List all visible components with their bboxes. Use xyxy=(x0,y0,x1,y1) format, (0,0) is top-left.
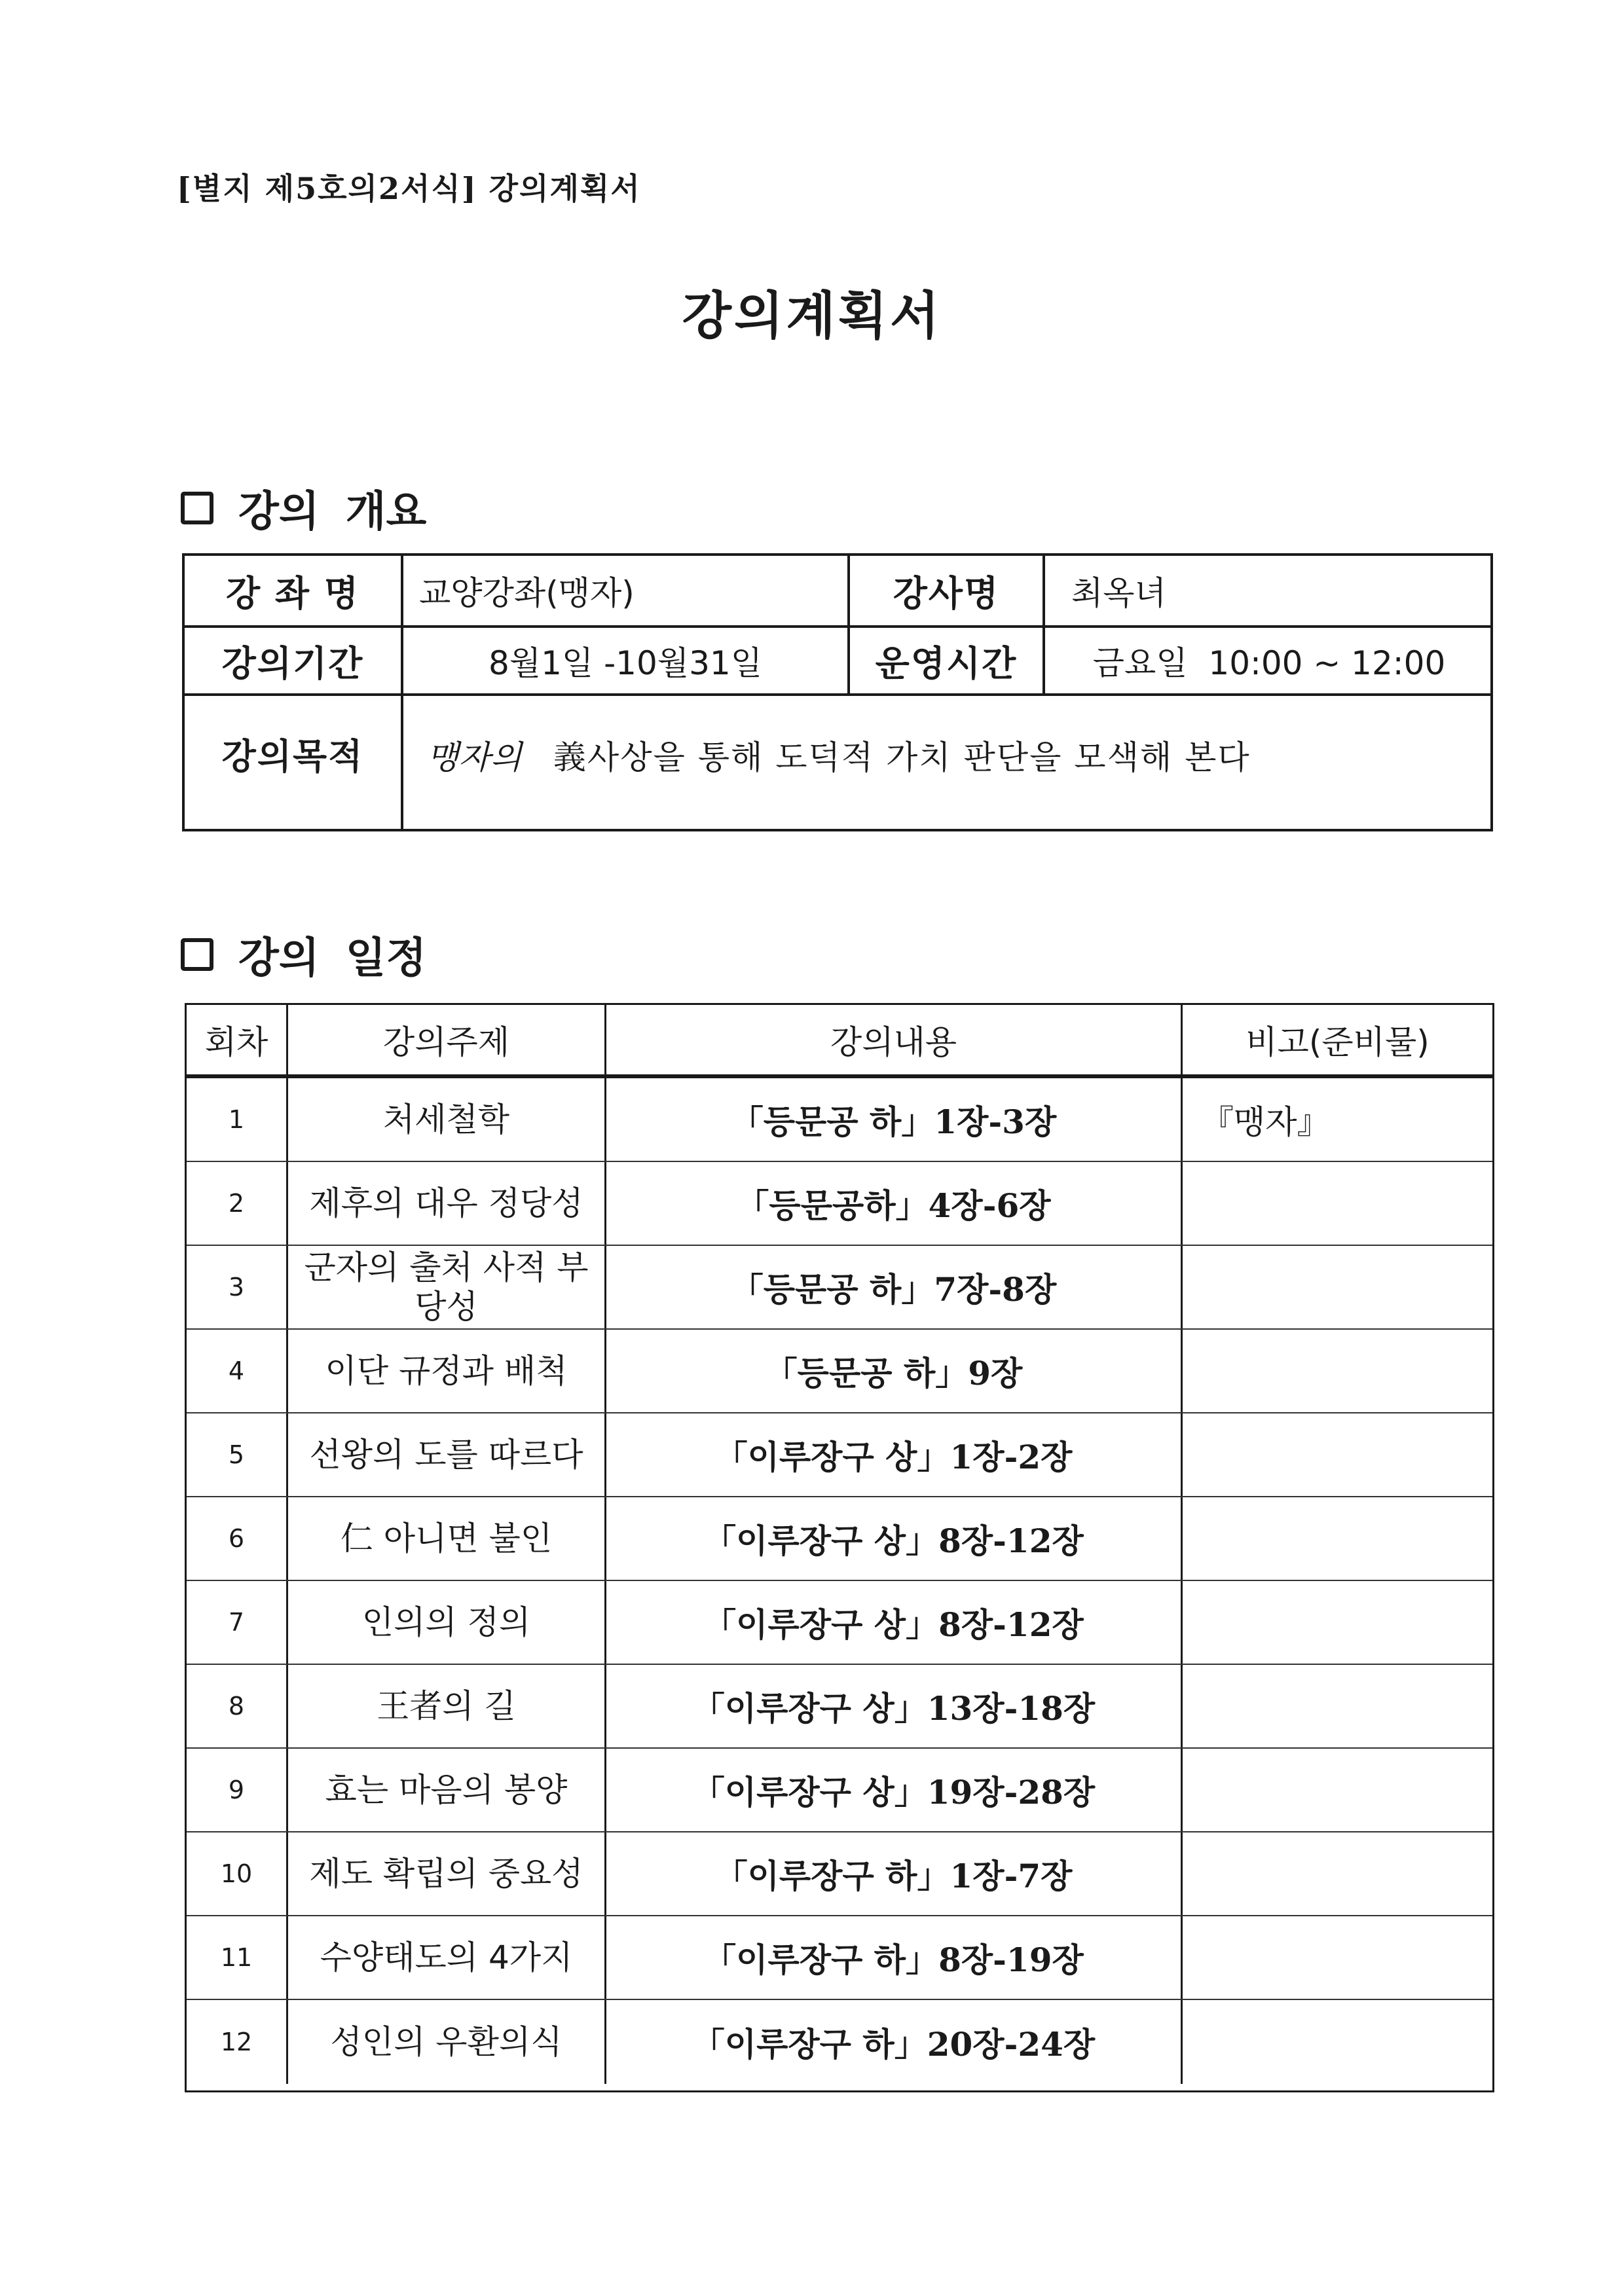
table-row xyxy=(187,1916,1492,2000)
lecture-note xyxy=(1181,1246,1492,1328)
lecture-content: 「등문공 하」7장-8장 xyxy=(604,1246,1181,1328)
lecture-note xyxy=(1181,1749,1492,1831)
lecture-topic: 인의의 정의 xyxy=(286,1581,604,1664)
header-content: 강의내용 xyxy=(604,1005,1181,1074)
section-heading-word: 강의 xyxy=(238,488,320,536)
lecture-content: 「이루장구 하」8장-19장 xyxy=(604,1916,1181,1999)
lecture-note xyxy=(1181,1916,1492,1999)
table-row xyxy=(187,1749,1492,1832)
lecture-note xyxy=(1181,1330,1492,1412)
instructor-label: 강사명 xyxy=(893,572,1000,614)
lecture-content: 「등문공 하」9장 xyxy=(604,1330,1181,1412)
header-topic: 강의주제 xyxy=(286,1005,604,1074)
document-title: 강의계획서 xyxy=(682,287,942,346)
schedule-header-row xyxy=(187,1005,1492,1078)
lecture-schedule-table xyxy=(185,1003,1494,2092)
lecture-note xyxy=(1181,1162,1492,1245)
section-heading-schedule xyxy=(181,924,452,985)
lecture-note xyxy=(1181,1413,1492,1496)
session-number: 2 xyxy=(228,1189,245,1218)
lecture-content: 「이루장구 하」20장-24장 xyxy=(604,2000,1181,2084)
lecture-content: 「이루장구 상」1장-2장 xyxy=(604,1413,1181,1496)
instructor-value: 최옥녀 xyxy=(1071,574,1166,612)
lecture-topic: 처세철학 xyxy=(286,1078,604,1161)
lecture-topic: 군자의 출처 사적 부당성 xyxy=(286,1246,604,1328)
table-row xyxy=(187,1497,1492,1581)
section-heading-word: 개요 xyxy=(345,488,427,536)
session-number: 6 xyxy=(228,1524,245,1553)
session-number: 12 xyxy=(220,2028,253,2056)
purpose-text: 義사상을 통해 도덕적 가치 판단을 모색해 본다 xyxy=(553,738,1251,776)
session-number: 7 xyxy=(228,1608,245,1637)
session-number: 3 xyxy=(228,1273,245,1302)
table-row xyxy=(187,2000,1492,2084)
session-number: 9 xyxy=(228,1776,245,1804)
overview-row xyxy=(185,696,1490,829)
section-heading-word: 강의 xyxy=(238,934,320,983)
header-session: 회차 xyxy=(204,1023,268,1061)
table-row xyxy=(187,1330,1492,1413)
header-note: 비고(준비물) xyxy=(1181,1005,1492,1074)
lecture-content: 「등문공하」4장-6장 xyxy=(604,1162,1181,1245)
session-number: 4 xyxy=(228,1357,245,1385)
lecture-content: 「이루장구 상」8장-12장 xyxy=(604,1581,1181,1664)
period-label: 강의기간 xyxy=(221,642,364,684)
section-heading-overview xyxy=(181,478,452,538)
purpose-value xyxy=(403,696,1493,829)
checkbox-square-icon xyxy=(181,938,213,971)
purpose-prefix: 맹자의 xyxy=(427,738,522,776)
form-label: [별지 제5호의2서식] 강의계획서 xyxy=(177,171,641,206)
lecture-note xyxy=(1181,1581,1492,1664)
session-number: 1 xyxy=(228,1105,245,1134)
checkbox-square-icon xyxy=(181,492,213,524)
lecture-content: 「이루장구 상」19장-28장 xyxy=(604,1749,1181,1831)
table-row xyxy=(187,1581,1492,1665)
lecture-content: 「등문공 하」1장-3장 xyxy=(604,1078,1181,1161)
session-number: 10 xyxy=(220,1859,253,1888)
table-row xyxy=(187,1665,1492,1749)
lecture-content: 「이루장구 하」1장-7장 xyxy=(604,1832,1181,1915)
lecture-content: 「이루장구 상」8장-12장 xyxy=(604,1497,1181,1580)
session-number: 11 xyxy=(220,1943,253,1972)
session-number: 5 xyxy=(228,1440,245,1469)
lecture-topic: 王者의 길 xyxy=(286,1665,604,1747)
lecture-note xyxy=(1181,1832,1492,1915)
table-row xyxy=(187,1413,1492,1497)
time-value: 금요일 10:00 ~ 12:00 xyxy=(1092,644,1446,682)
course-name-label: 강 좌 명 xyxy=(225,572,360,614)
lecture-topic: 이단 규정과 배척 xyxy=(286,1330,604,1412)
lecture-note xyxy=(1181,2000,1492,2084)
course-overview-table xyxy=(182,553,1493,831)
lecture-topic: 효는 마음의 봉양 xyxy=(286,1749,604,1831)
lecture-note: 『맹자』 xyxy=(1181,1078,1492,1161)
table-row xyxy=(187,1246,1492,1330)
table-row xyxy=(187,1832,1492,1916)
lecture-topic: 仁 아니면 불인 xyxy=(286,1497,604,1580)
lecture-content: 「이루장구 상」13장-18장 xyxy=(604,1665,1181,1747)
table-row xyxy=(187,1078,1492,1162)
lecture-note xyxy=(1181,1665,1492,1747)
table-row xyxy=(187,1162,1492,1246)
session-number: 8 xyxy=(228,1692,245,1721)
time-label: 운영시간 xyxy=(875,642,1018,684)
lecture-topic: 선왕의 도를 따르다 xyxy=(286,1413,604,1496)
lecture-topic: 제도 확립의 중요성 xyxy=(286,1832,604,1915)
period-value: 8월1일 -10월31일 xyxy=(488,644,762,682)
course-name-value: 교양강좌(맹자) xyxy=(419,574,635,612)
purpose-label: 강의목적 xyxy=(221,736,364,777)
overview-row xyxy=(185,628,1490,693)
lecture-topic: 제후의 대우 정당성 xyxy=(286,1162,604,1245)
overview-row xyxy=(185,556,1490,625)
lecture-topic: 수양태도의 4가지 xyxy=(286,1916,604,1999)
lecture-note xyxy=(1181,1497,1492,1580)
lecture-topic: 성인의 우환의식 xyxy=(286,2000,604,2084)
section-heading-word: 일정 xyxy=(345,934,427,983)
